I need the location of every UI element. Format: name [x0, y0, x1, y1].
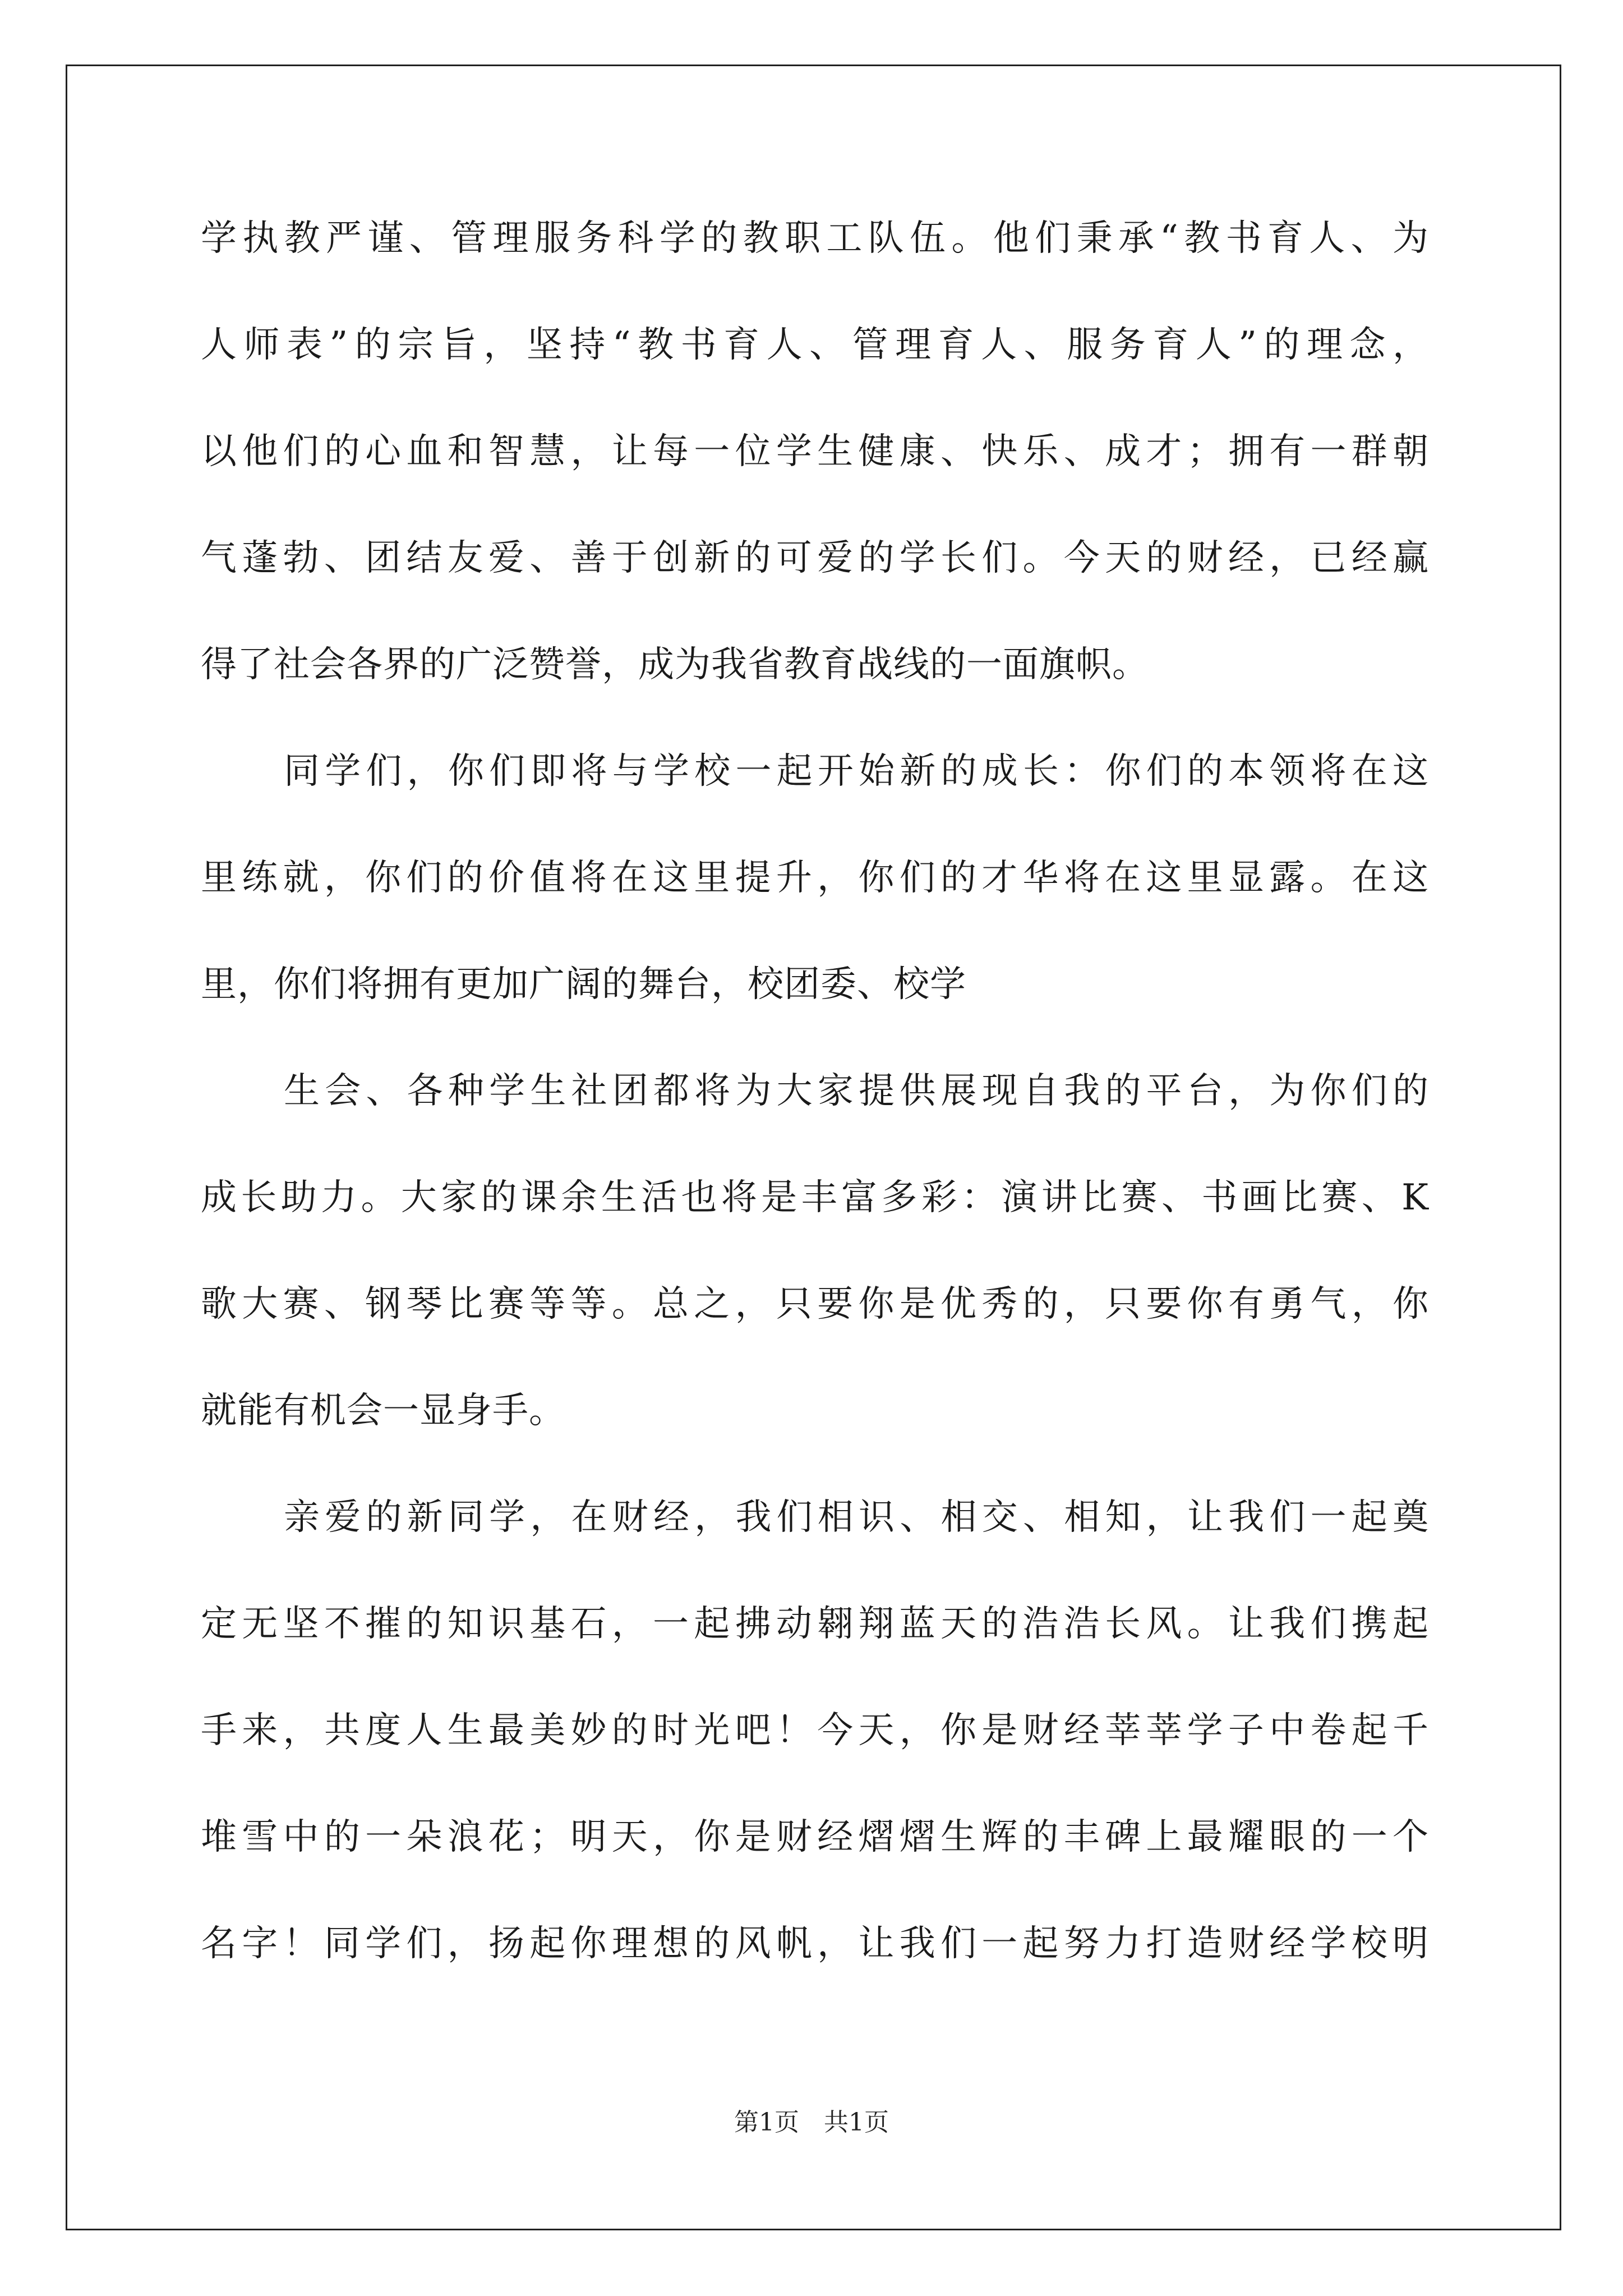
- text-line: 得了社会各界的广泛赞誉，成为我省教育战线的一面旗帜。: [201, 644, 1149, 685]
- text-line: 定无坚不摧的知识基石，一起拂动翱翔蓝天的浩浩长风。让我们携起: [201, 1603, 1429, 1645]
- page-count: 共1页: [824, 2108, 889, 2137]
- text-line: 就能有机会一显身手。: [201, 1390, 565, 1432]
- text-line: 人师表”的宗旨，坚持“教书育人、管理育人、服务育人”的理念，: [201, 324, 1429, 366]
- text-line: 名字！同学们，扬起你理想的风帆，让我们一起努力打造财经学校明: [201, 1923, 1429, 1964]
- page-footer: [0, 2110, 1623, 2135]
- text-line: 堆雪中的一朵浪花；明天，你是财经熠熠生辉的丰碑上最耀眼的一个: [201, 1816, 1429, 1858]
- document-body: [201, 220, 1429, 2032]
- text-line: 学执教严谨、管理服务科学的教职工队伍。他们秉承“教书育人、为: [201, 218, 1429, 259]
- text-line: 生会、各种学生社团都将为大家提供展现自我的平台，为你们的: [284, 1070, 1429, 1112]
- text-line: 成长助力。大家的课余生活也将是丰富多彩：演讲比赛、书画比赛、K: [201, 1177, 1429, 1218]
- page-number: 第1页: [734, 2108, 799, 2137]
- text-line: 里，你们将拥有更加广阔的舞台，校团委、校学: [201, 964, 966, 1005]
- text-line: 手来，共度人生最美妙的时光吧！今天，你是财经莘莘学子中卷起千: [201, 1710, 1429, 1751]
- text-line: 歌大赛、钢琴比赛等等。总之，只要你是优秀的，只要你有勇气，你: [201, 1283, 1429, 1325]
- text-line: 以他们的心血和智慧，让每一位学生健康、快乐、成才；拥有一群朝: [201, 431, 1429, 472]
- text-line: 同学们，你们即将与学校一起开始新的成长：你们的本领将在这: [284, 751, 1429, 792]
- text-line: 气蓬勃、团结友爱、善于创新的可爱的学长们。今天的财经，已经赢: [201, 537, 1429, 579]
- text-line: 里练就，你们的价值将在这里提升，你们的才华将在这里显露。在这: [201, 857, 1429, 899]
- text-line: 亲爱的新同学，在财经，我们相识、相交、相知，让我们一起奠: [284, 1497, 1429, 1538]
